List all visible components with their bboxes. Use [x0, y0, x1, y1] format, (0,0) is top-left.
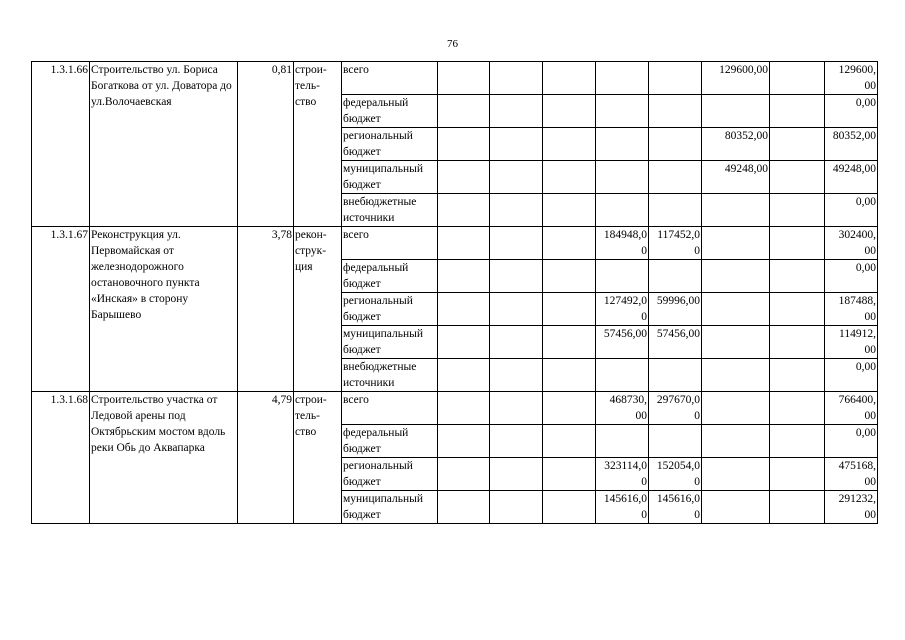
total-cell: 0,00: [825, 95, 878, 128]
amount-cell: [543, 227, 596, 260]
amount-cell: 323114,0 0: [596, 458, 649, 491]
funding-source: муниципальный бюджет: [342, 326, 438, 359]
amount-cell: [438, 95, 490, 128]
total-cell: 129600, 00: [825, 62, 878, 95]
work-type: строи- тель- ство: [294, 392, 342, 524]
amount-cell: [702, 260, 770, 293]
amount-cell: [438, 425, 490, 458]
funding-source: федеральный бюджет: [342, 95, 438, 128]
amount-cell: [649, 194, 702, 227]
amount-cell: 80352,00: [702, 128, 770, 161]
total-cell: 0,00: [825, 194, 878, 227]
total-cell: 766400, 00: [825, 392, 878, 425]
amount-cell: [490, 491, 543, 524]
amount-cell: [649, 359, 702, 392]
funding-source: федеральный бюджет: [342, 425, 438, 458]
amount-cell: 57456,00: [649, 326, 702, 359]
amount-cell: [770, 293, 825, 326]
amount-cell: 297670,0 0: [649, 392, 702, 425]
amount-cell: [770, 326, 825, 359]
amount-cell: [490, 326, 543, 359]
amount-cell: [543, 491, 596, 524]
amount-cell: [543, 95, 596, 128]
total-cell: 187488, 00: [825, 293, 878, 326]
amount-cell: [543, 293, 596, 326]
amount-cell: [702, 491, 770, 524]
amount-cell: [702, 326, 770, 359]
amount-cell: [596, 425, 649, 458]
amount-cell: 468730, 00: [596, 392, 649, 425]
amount-cell: [649, 95, 702, 128]
funding-source: региональный бюджет: [342, 293, 438, 326]
amount-cell: [770, 194, 825, 227]
amount-cell: 152054,0 0: [649, 458, 702, 491]
amount-cell: 129600,00: [702, 62, 770, 95]
project-length: 0,81: [238, 62, 294, 227]
table-row: [32, 227, 878, 260]
amount-cell: [438, 359, 490, 392]
amount-cell: [649, 425, 702, 458]
amount-cell: [438, 491, 490, 524]
amount-cell: [490, 95, 543, 128]
amount-cell: [543, 128, 596, 161]
amount-cell: [770, 392, 825, 425]
amount-cell: [438, 260, 490, 293]
amount-cell: [438, 326, 490, 359]
amount-cell: [702, 95, 770, 128]
amount-cell: [649, 62, 702, 95]
amount-cell: [770, 425, 825, 458]
total-cell: 80352,00: [825, 128, 878, 161]
amount-cell: [596, 62, 649, 95]
work-type: рекон- струк- ция: [294, 227, 342, 392]
amount-cell: [438, 128, 490, 161]
amount-cell: [490, 458, 543, 491]
amount-cell: 145616,0 0: [596, 491, 649, 524]
amount-cell: [490, 392, 543, 425]
amount-cell: [596, 95, 649, 128]
amount-cell: [596, 128, 649, 161]
amount-cell: [543, 392, 596, 425]
amount-cell: [490, 62, 543, 95]
project-name: Реконструкция ул. Первомайская от железнодорожного остановочного пункта «Инская» в сторону Барышево: [90, 227, 238, 392]
amount-cell: [490, 227, 543, 260]
project-name: Строительство участка от Ледовой арены под Октябрьским мостом вдоль реки Обь до Аквапарка: [90, 392, 238, 524]
amount-cell: [438, 62, 490, 95]
funding-source: всего: [342, 227, 438, 260]
amount-cell: [702, 293, 770, 326]
amount-cell: [490, 425, 543, 458]
amount-cell: [543, 425, 596, 458]
amount-cell: [596, 194, 649, 227]
total-cell: 49248,00: [825, 161, 878, 194]
amount-cell: [490, 293, 543, 326]
amount-cell: [770, 128, 825, 161]
amount-cell: [770, 260, 825, 293]
funding-source: федеральный бюджет: [342, 260, 438, 293]
funding-source: региональный бюджет: [342, 128, 438, 161]
funding-source: внебюджетные источники: [342, 194, 438, 227]
amount-cell: [543, 458, 596, 491]
amount-cell: [770, 227, 825, 260]
funding-source: муниципальный бюджет: [342, 491, 438, 524]
funding-source: внебюджетные источники: [342, 359, 438, 392]
amount-cell: [649, 260, 702, 293]
amount-cell: [649, 128, 702, 161]
amount-cell: [649, 161, 702, 194]
amount-cell: [543, 326, 596, 359]
amount-cell: [702, 425, 770, 458]
budget-table: [31, 61, 878, 524]
amount-cell: [490, 128, 543, 161]
amount-cell: 184948,0 0: [596, 227, 649, 260]
project-code: 1.3.1.68: [32, 392, 90, 524]
total-cell: 302400, 00: [825, 227, 878, 260]
project-length: 4,79: [238, 392, 294, 524]
total-cell: 291232, 00: [825, 491, 878, 524]
amount-cell: 127492,0 0: [596, 293, 649, 326]
amount-cell: [702, 458, 770, 491]
funding-source: всего: [342, 62, 438, 95]
amount-cell: [490, 359, 543, 392]
amount-cell: [543, 260, 596, 293]
total-cell: 475168, 00: [825, 458, 878, 491]
funding-source: муниципальный бюджет: [342, 161, 438, 194]
amount-cell: [770, 458, 825, 491]
amount-cell: [596, 161, 649, 194]
amount-cell: [490, 260, 543, 293]
amount-cell: [543, 161, 596, 194]
page-number: 76: [447, 38, 458, 50]
amount-cell: [438, 392, 490, 425]
amount-cell: 117452,0 0: [649, 227, 702, 260]
total-cell: 0,00: [825, 359, 878, 392]
amount-cell: [543, 194, 596, 227]
amount-cell: [770, 62, 825, 95]
amount-cell: [770, 491, 825, 524]
amount-cell: [770, 95, 825, 128]
amount-cell: [543, 62, 596, 95]
amount-cell: [702, 227, 770, 260]
total-cell: 114912, 00: [825, 326, 878, 359]
total-cell: 0,00: [825, 260, 878, 293]
amount-cell: [702, 359, 770, 392]
amount-cell: 49248,00: [702, 161, 770, 194]
amount-cell: [438, 293, 490, 326]
amount-cell: 59996,00: [649, 293, 702, 326]
amount-cell: 57456,00: [596, 326, 649, 359]
amount-cell: [438, 194, 490, 227]
table-row: [32, 62, 878, 95]
project-name: Строительство ул. Бориса Богаткова от ул. Доватора до ул.Волочаевская: [90, 62, 238, 227]
amount-cell: [596, 359, 649, 392]
amount-cell: [770, 161, 825, 194]
funding-source: региональный бюджет: [342, 458, 438, 491]
amount-cell: 145616,0 0: [649, 491, 702, 524]
amount-cell: [438, 227, 490, 260]
amount-cell: [543, 359, 596, 392]
amount-cell: [702, 194, 770, 227]
funding-source: всего: [342, 392, 438, 425]
amount-cell: [438, 458, 490, 491]
project-code: 1.3.1.67: [32, 227, 90, 392]
amount-cell: [438, 161, 490, 194]
table-row: [32, 392, 878, 425]
project-length: 3,78: [238, 227, 294, 392]
amount-cell: [702, 392, 770, 425]
amount-cell: [770, 359, 825, 392]
amount-cell: [490, 161, 543, 194]
amount-cell: [490, 194, 543, 227]
project-code: 1.3.1.66: [32, 62, 90, 227]
total-cell: 0,00: [825, 425, 878, 458]
work-type: строи- тель- ство: [294, 62, 342, 227]
amount-cell: [596, 260, 649, 293]
